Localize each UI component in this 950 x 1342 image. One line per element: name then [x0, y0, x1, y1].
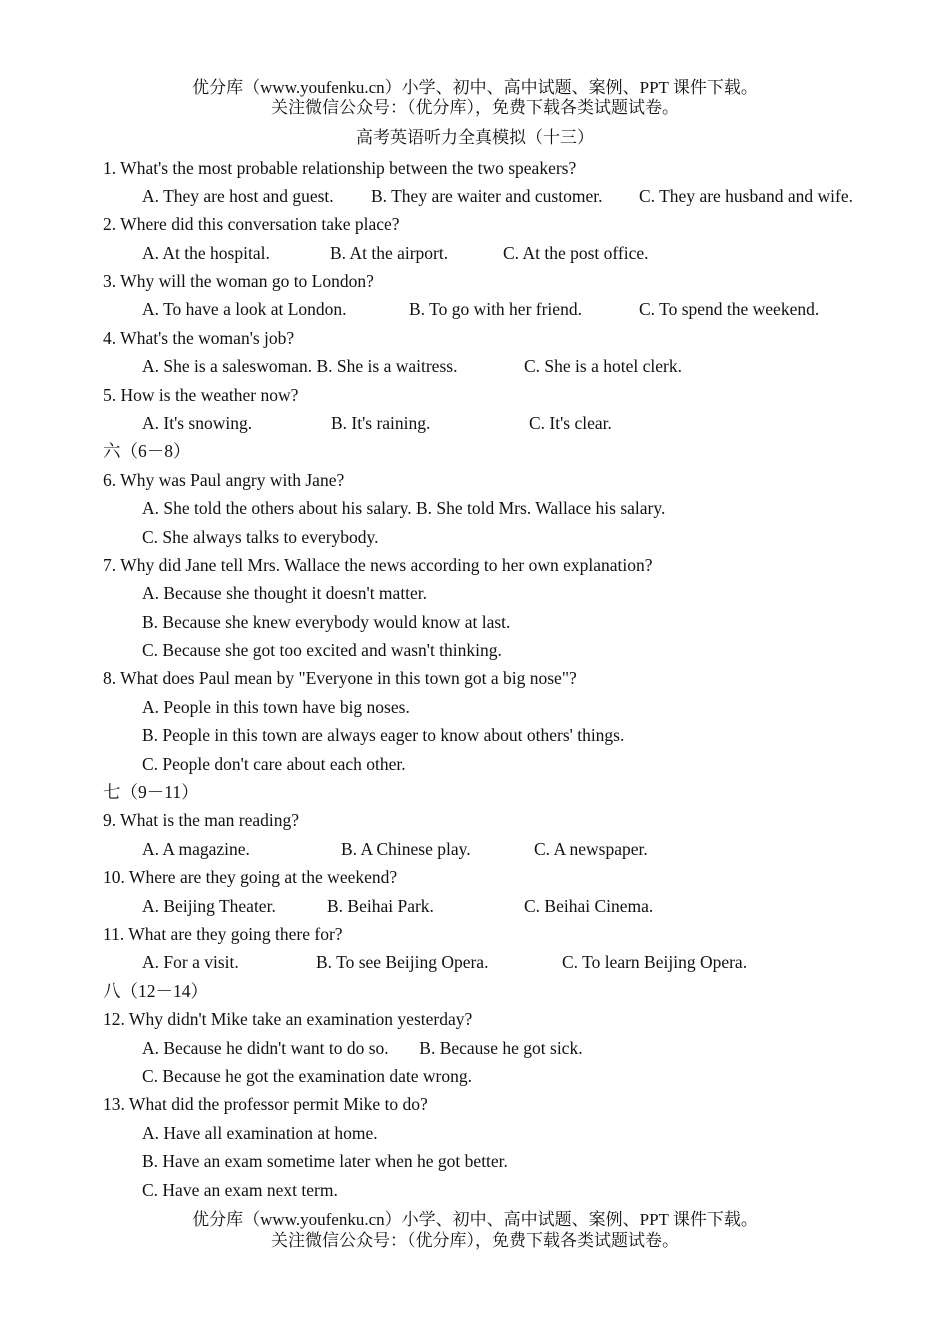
question-5: 5. How is the weather now? [103, 385, 299, 405]
question-2: 2. Where did this conversation take place? [103, 214, 400, 234]
option-c: C. To spend the weekend. [639, 299, 820, 319]
option-a-b: A. Because he didn't want to do so. B. Because he got sick. [142, 1038, 583, 1058]
option-a: A. It's snowing. [142, 413, 253, 433]
option-b: B. A Chinese play. [341, 839, 471, 859]
option-c: C. It's clear. [529, 413, 612, 433]
question-13: 13. What did the professor permit Mike to do? [103, 1094, 428, 1114]
option-c: C. They are husband and wife. [639, 186, 853, 206]
footer-line-1: 优分库（www.youfenku.cn）小学、初中、高中试题、案例、PPT 课件下载。 [192, 1210, 758, 1229]
question-7-option-a: A. Because she thought it doesn't matter. [142, 583, 428, 603]
question-7: 7. Why did Jane tell Mrs. Wallace the news according to her own explanation? [103, 555, 653, 575]
option-b: B. To see Beijing Opera. [316, 952, 489, 972]
option-c: C. At the post office. [503, 243, 649, 263]
section-heading-6: 六（6－8） [103, 441, 191, 461]
question-6-options-ab: A. She told the others about his salary. B. She told Mrs. Wallace his salary. [142, 498, 666, 518]
question-13-option-b: B. Have an exam sometime later when he got better. [142, 1151, 508, 1171]
question-8-option-b: B. People in this town are always eager to know about others' things. [142, 725, 625, 745]
option-c: C. She is a hotel clerk. [524, 356, 682, 376]
question-7-option-b: B. Because she knew everybody would know at last. [142, 612, 511, 632]
question-8: 8. What does Paul mean by "Everyone in this town got a big nose"? [103, 668, 577, 688]
question-6: 6. Why was Paul angry with Jane? [103, 470, 345, 490]
question-4: 4. What's the woman's job? [103, 328, 295, 348]
option-c: C. Beihai Cinema. [524, 896, 654, 916]
header-line-2: 关注微信公众号：（优分库），免费下载各类试题试卷。 [271, 98, 679, 117]
question-6-option-c: C. She always talks to everybody. [142, 527, 379, 547]
question-12: 12. Why didn't Mike take an examination yesterday? [103, 1009, 473, 1029]
question-10: 10. Where are they going at the weekend? [103, 867, 398, 887]
option-a: A. At the hospital. [142, 243, 270, 263]
question-3: 3. Why will the woman go to London? [103, 271, 374, 291]
page-title: 高考英语听力全真模拟（十三） [356, 128, 594, 147]
option-b: B. To go with her friend. [409, 299, 582, 319]
option-b: B. They are waiter and customer. [371, 186, 603, 206]
question-11: 11. What are they going there for? [103, 924, 343, 944]
option-c: C. To learn Beijing Opera. [562, 952, 748, 972]
question-1: 1. What's the most probable relationship between the two speakers? [103, 158, 577, 178]
question-8-option-c: C. People don't care about each other. [142, 754, 406, 774]
question-8-option-a: A. People in this town have big noses. [142, 697, 410, 717]
option-a: A. A magazine. [142, 839, 250, 859]
section-heading-7: 七（9－11） [103, 782, 199, 802]
option-c: C. A newspaper. [534, 839, 648, 859]
header-line-1: 优分库（www.youfenku.cn）小学、初中、高中试题、案例、PPT 课件下载。 [192, 78, 758, 97]
option-b: B. Beihai Park. [327, 896, 434, 916]
option-a-b: A. She is a saleswoman. B. She is a waitress. [142, 356, 458, 376]
option-a: A. Beijing Theater. [142, 896, 276, 916]
question-9: 9. What is the man reading? [103, 810, 300, 830]
question-12-option-c: C. Because he got the examination date wrong. [142, 1066, 472, 1086]
option-a: A. They are host and guest. [142, 186, 334, 206]
question-13-option-a: A. Have all examination at home. [142, 1123, 378, 1143]
section-heading-8: 八（12－14） [103, 981, 208, 1001]
option-a: A. For a visit. [142, 952, 239, 972]
question-13-option-c: C. Have an exam next term. [142, 1180, 338, 1200]
option-b: B. At the airport. [330, 243, 449, 263]
option-a: A. To have a look at London. [142, 299, 347, 319]
footer-line-2: 关注微信公众号：（优分库），免费下载各类试题试卷。 [271, 1231, 679, 1250]
option-b: B. It's raining. [331, 413, 431, 433]
question-7-option-c: C. Because she got too excited and wasn't thinking. [142, 640, 502, 660]
